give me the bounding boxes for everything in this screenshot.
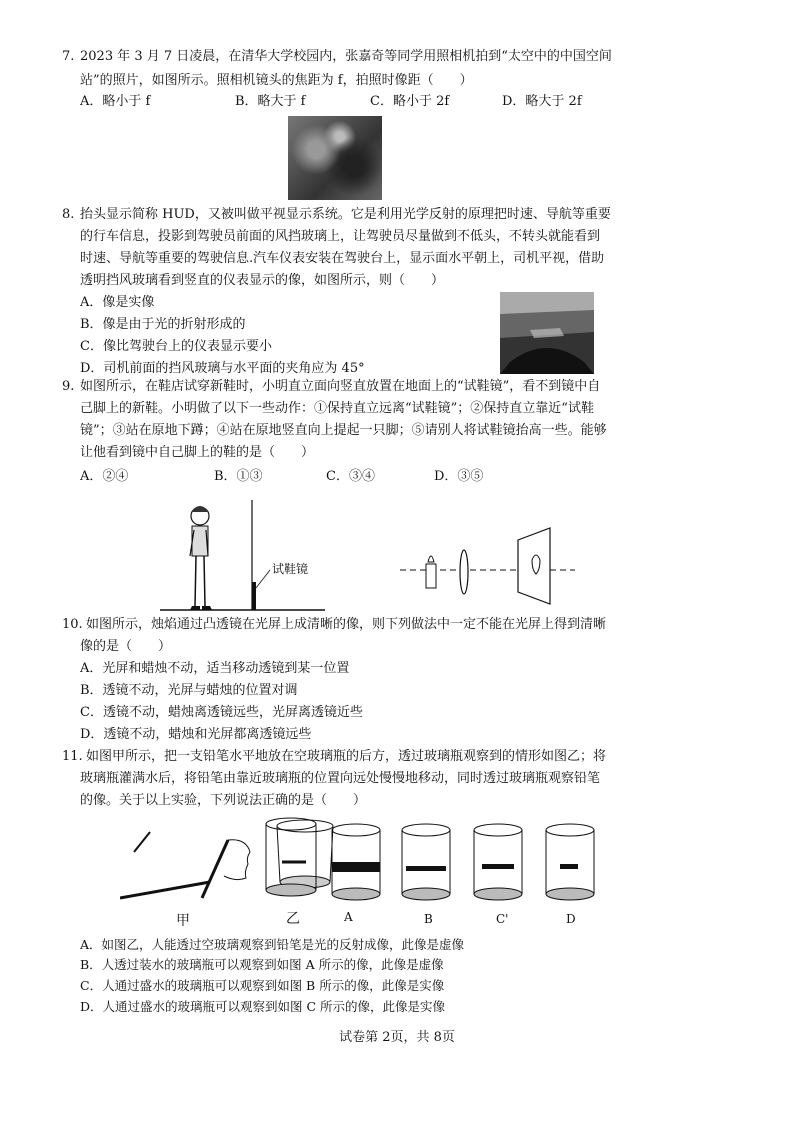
q7-option-d[interactable]: D．略大于 2f	[502, 94, 582, 109]
q11-text-line3: 的像。关于以上实验，下列说法正确的是（ ）	[80, 793, 367, 808]
q9-option-a[interactable]: A．②④	[80, 469, 129, 484]
q11-text-line2: 玻璃瓶灌满水后，将铅笔由靠近玻璃瓶的位置向远处慢慢地移动，同时透过玻璃瓶观察铅笔	[80, 771, 601, 786]
q9-number: 9.	[62, 379, 75, 394]
q10-option-a[interactable]: A．光屏和蜡烛不动，适当移动透镜到某一位置	[80, 661, 350, 676]
q10-option-d[interactable]: D．透镜不动，蜡烛和光屏都离透镜远些	[80, 727, 312, 742]
q10-text-line2: 像的是（ ）	[80, 639, 172, 654]
shoe-mirror-figure	[160, 490, 330, 614]
q8-option-d[interactable]: D．司机前面的挡风玻璃与水平面的夹角应为 45°	[80, 361, 365, 376]
bottle-option-b	[402, 824, 450, 900]
q11-option-c[interactable]: C．人通过盛水的玻璃瓶可以观察到如图 B 所示的像，此像是实像	[80, 978, 445, 993]
q8-option-a[interactable]: A．像是实像	[80, 295, 155, 310]
q9-option-c[interactable]: C．③④	[326, 469, 375, 484]
page-footer: 试卷第 2页，共 8页	[339, 1030, 455, 1045]
q8-option-c[interactable]: C．像比驾驶台上的仪表显示要小	[80, 339, 272, 354]
space-station-photo	[288, 116, 382, 200]
q11-option-d[interactable]: D．人通过盛水的玻璃瓶可以观察到如图 C 所示的像，此像是实像	[80, 999, 446, 1014]
q7-text-line2: 站”的照片，如图所示。照相机镜头的焦距为 f，拍照时像距（ ）	[80, 73, 473, 88]
hud-dashboard-photo	[500, 292, 594, 374]
q7-option-a[interactable]: A．略小于 f	[80, 94, 151, 109]
q10-option-c[interactable]: C．透镜不动，蜡烛离透镜远些，光屏离透镜近些	[80, 705, 363, 720]
q9-text-line1: 如图所示，在鞋店试穿新鞋时，小明直立面向竖直放置在地面上的“试鞋镜”，看不到镜中自	[80, 379, 601, 394]
q10-option-b[interactable]: B．透镜不动，光屏与蜡烛的位置对调	[80, 683, 298, 698]
q7-option-c[interactable]: C．略小于 2f	[370, 94, 450, 109]
fig-label-jia: 甲	[176, 913, 190, 929]
q10-text-line1: 如图所示，烛焰通过凸透镜在光屏上成清晰的像，则下列做法中一定不能在光屏上得到清晰	[86, 617, 607, 632]
bottle-option-a	[332, 824, 380, 900]
q11-option-a[interactable]: A．如图乙，人能透过空玻璃观察到铅笔是光的反射成像，此像是虚像	[80, 937, 465, 952]
q8-number: 8.	[62, 207, 75, 222]
mirror-label: 试鞋镜	[272, 562, 309, 576]
q8-text-line1: 抬头显示简称 HUD，又被叫做平视显示系统。它是利用光学反射的原理把时速、导航等重要	[80, 207, 611, 222]
q9-option-d[interactable]: D．③⑤	[434, 469, 484, 484]
bottle-figures	[120, 812, 620, 908]
bottle-option-d	[546, 824, 594, 900]
fig-label-yi: 乙	[286, 911, 300, 927]
fig-label-a: A	[344, 910, 353, 924]
fig-label-d: D	[566, 912, 576, 926]
q11-number: 11.	[62, 749, 83, 764]
q7-number: 7.	[62, 49, 75, 64]
lens-optics-figure	[400, 520, 580, 606]
q8-text-line2: 的行车信息，投影到驾驶员前面的风挡玻璃上，让驾驶员尽量做到不低头，不转头就能看到	[80, 229, 601, 244]
q10-number: 10.	[62, 617, 83, 632]
q9-option-b[interactable]: B．①③	[214, 469, 263, 484]
fig-label-c: C'	[496, 912, 509, 926]
q11-text-line1: 如图甲所示，把一支铅笔水平地放在空玻璃瓶的后方，透过玻璃瓶观察到的情形如图乙；将	[86, 749, 607, 764]
q7-text-line1: 2023 年 3 月 7 日凌晨，在清华大学校园内，张嘉奇等同学用照相机拍到“太空中的中国空间	[80, 49, 612, 64]
q9-text-line4: 让他看到镜中自己脚上的鞋的是（ ）	[80, 445, 315, 460]
bottle-option-c	[474, 824, 522, 900]
q8-option-b[interactable]: B．像是由于光的折射形成的	[80, 317, 246, 332]
fig-label-b: B	[424, 912, 433, 926]
q11-option-b[interactable]: B．人透过装水的玻璃瓶可以观察到如图 A 所示的像，此像是虚像	[80, 957, 444, 972]
q7-option-b[interactable]: B．略大于 f	[235, 94, 306, 109]
q9-text-line2: 己脚上的新鞋。小明做了以下一些动作：①保持直立远离“试鞋镜”；②保持直立靠近“试鞋	[80, 401, 594, 416]
q8-text-line3: 时速、导航等重要的驾驶信息.汽车仪表安装在驾驶台上，显示面水平朝上，司机平视，借助	[80, 251, 605, 266]
q8-text-line4: 透明挡风玻璃看到竖直的仪表显示的像，如图所示，则（ ）	[80, 273, 445, 288]
q9-text-line3: 镜”；③站在原地下蹲；④站在原地竖直向上提起一只脚；⑤请别人将试鞋镜抬高一些。能够	[80, 423, 607, 438]
